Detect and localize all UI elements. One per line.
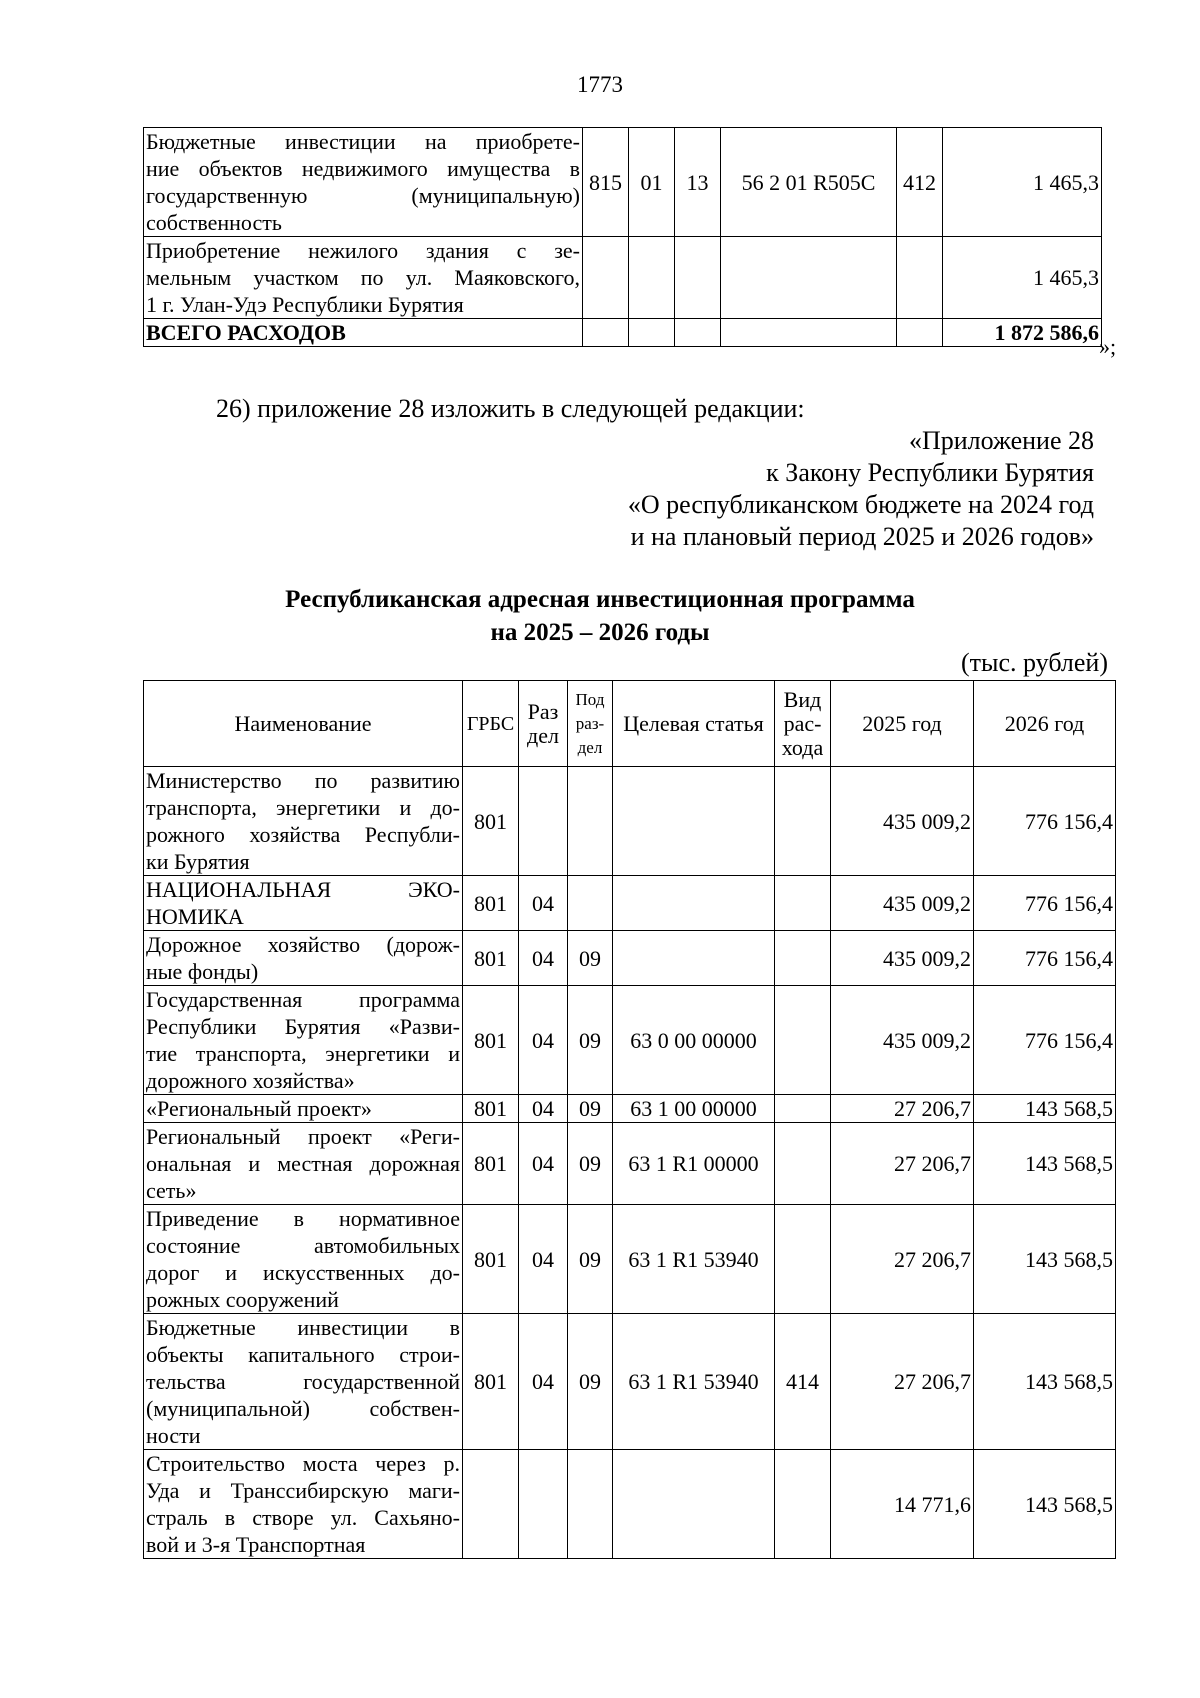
row-kcsr: 63 1 00 00000: [613, 1095, 775, 1123]
table-row: [144, 986, 1116, 1095]
top-budget-table: [143, 127, 1102, 347]
row-2025: 27 206,7: [831, 1095, 974, 1123]
row-razdel: [629, 319, 675, 347]
row-2025: 14 771,6: [831, 1450, 974, 1559]
row-grbs: 801: [463, 876, 519, 931]
row-podrazdel: 09: [568, 1095, 613, 1123]
row-vid: [775, 1123, 831, 1205]
row-grbs: 801: [463, 1095, 519, 1123]
row-vid: [897, 237, 943, 319]
row-kcsr: 56 2 01 R505C: [721, 128, 897, 237]
table-row: [144, 1450, 1116, 1559]
table-row: [144, 128, 1102, 237]
table-row: [144, 767, 1116, 876]
approval-line: «О республиканском бюджете на 2024 год: [627, 490, 1094, 519]
row-grbs: [463, 1450, 519, 1559]
header-row: [144, 681, 1116, 767]
approval-line: и на плановый период 2025 и 2026 годов»: [630, 522, 1094, 551]
table-row: [144, 876, 1116, 931]
row-vid: [775, 1095, 831, 1123]
row-vid: [775, 1205, 831, 1314]
investment-program-table: [143, 680, 1116, 1559]
row-podrazdel: [568, 767, 613, 876]
row-razdel: [629, 237, 675, 319]
row-amount: 1 872 586,6: [943, 319, 1102, 347]
row-name: «Региональный проект»: [144, 1095, 463, 1123]
row-podrazdel: 09: [568, 1123, 613, 1205]
row-name: НАЦИОНАЛЬНАЯ ЭКО- НОМИКА: [144, 876, 463, 931]
row-grbs: 801: [463, 1123, 519, 1205]
row-kcsr: [613, 1450, 775, 1559]
document-title: [0, 583, 1200, 649]
header-razdel: Раз дел: [519, 681, 568, 767]
header-grbs: ГРБС: [463, 681, 519, 767]
row-2025: 435 009,2: [831, 931, 974, 986]
row-kcsr: 63 0 00 00000: [613, 986, 775, 1095]
row-razdel: [519, 767, 568, 876]
row-razdel: 04: [519, 1314, 568, 1450]
row-amount: 1 465,3: [943, 237, 1102, 319]
table-row: [144, 1123, 1116, 1205]
row-podrazdel: 09: [568, 1205, 613, 1314]
row-name: Приведение в нормативное состояние автомобильных дорог и искусственных до- рожных сооружений: [144, 1205, 463, 1314]
row-vid: 412: [897, 128, 943, 237]
row-podrazdel: [675, 319, 721, 347]
row-podrazdel: [675, 237, 721, 319]
row-podrazdel: 09: [568, 1314, 613, 1450]
row-name: ВСЕГО РАСХОДОВ: [144, 319, 583, 347]
row-podrazdel: 09: [568, 931, 613, 986]
row-vid: [775, 767, 831, 876]
row-name: Строительство моста через р. Уда и Транссибирскую маги- страль в створе ул. Сахьяно- вой и 3-я Транспортная: [144, 1450, 463, 1559]
row-grbs: 801: [463, 986, 519, 1095]
row-podrazdel: 09: [568, 986, 613, 1095]
row-kcsr: [721, 237, 897, 319]
row-2026: 776 156,4: [974, 876, 1116, 931]
approval-line: «Приложение 28: [908, 426, 1094, 455]
row-vid: [897, 319, 943, 347]
title-line: Республиканская адресная инвестиционная программа: [285, 586, 915, 613]
row-kcsr: 63 1 R1 53940: [613, 1205, 775, 1314]
page-number: 1773: [577, 72, 623, 97]
row-grbs: [583, 319, 629, 347]
row-grbs: 801: [463, 1205, 519, 1314]
header-kcsr: Целевая статья: [613, 681, 775, 767]
row-2026: 776 156,4: [974, 767, 1116, 876]
table-row: [144, 931, 1116, 986]
row-grbs: [583, 237, 629, 319]
row-kcsr: 63 1 R1 53940: [613, 1314, 775, 1450]
row-2026: 143 568,5: [974, 1314, 1116, 1450]
row-grbs: 815: [583, 128, 629, 237]
row-vid: [775, 1450, 831, 1559]
row-vid: [775, 931, 831, 986]
row-2026: 776 156,4: [974, 986, 1116, 1095]
row-vid: 414: [775, 1314, 831, 1450]
header-name: Наименование: [144, 681, 463, 767]
row-kcsr: [613, 931, 775, 986]
row-2025: 27 206,7: [831, 1123, 974, 1205]
row-kcsr: [613, 876, 775, 931]
row-name: Региональный проект «Реги- ональная и местная дорожная сеть»: [144, 1123, 463, 1205]
row-razdel: 04: [519, 986, 568, 1095]
row-2026: 143 568,5: [974, 1123, 1116, 1205]
row-podrazdel: [568, 1450, 613, 1559]
row-grbs: 801: [463, 1314, 519, 1450]
row-podrazdel: 13: [675, 128, 721, 237]
row-kcsr: [613, 767, 775, 876]
approval-line: к Закону Республики Бурятия: [766, 458, 1094, 487]
row-podrazdel: [568, 876, 613, 931]
row-razdel: 04: [519, 1205, 568, 1314]
row-razdel: [519, 1450, 568, 1559]
row-name: Бюджетные инвестиции в объекты капитального строи- тельства государственной (муниципальной) собствен- ности: [144, 1314, 463, 1450]
row-name: Бюджетные инвестиции на приобрете- ние объектов недвижимого имущества в государственную (муниципальную) собственность: [144, 128, 583, 237]
table-row: [144, 1205, 1116, 1314]
row-2025: 27 206,7: [831, 1205, 974, 1314]
row-2026: 143 568,5: [974, 1450, 1116, 1559]
closing-quote: »;: [1099, 334, 1117, 359]
header-2025: 2025 год: [831, 681, 974, 767]
row-name: Министерство по развитию транспорта, энергетики и до- рожного хозяйства Республи- ки Бурятия: [144, 767, 463, 876]
table-row: [144, 319, 1102, 347]
header-podrazdel: Под раз- дел: [568, 681, 613, 767]
row-2026: 143 568,5: [974, 1205, 1116, 1314]
row-kcsr: 63 1 R1 00000: [613, 1123, 775, 1205]
row-kcsr: [721, 319, 897, 347]
row-grbs: 801: [463, 931, 519, 986]
header-vid: Вид рас- хода: [775, 681, 831, 767]
row-razdel: 04: [519, 876, 568, 931]
row-2026: 143 568,5: [974, 1095, 1116, 1123]
row-razdel: 04: [519, 1095, 568, 1123]
table-row: [144, 1314, 1116, 1450]
row-name: Дорожное хозяйство (дорож- ные фонды): [144, 931, 463, 986]
table-row: [144, 237, 1102, 319]
row-2025: 435 009,2: [831, 876, 974, 931]
row-amount: 1 465,3: [943, 128, 1102, 237]
row-vid: [775, 986, 831, 1095]
unit-label: (тыс. рублей): [960, 648, 1108, 677]
header-2026: 2026 год: [974, 681, 1116, 767]
row-razdel: 04: [519, 931, 568, 986]
title-line: на 2025 – 2026 годы: [490, 619, 710, 646]
row-2025: 435 009,2: [831, 986, 974, 1095]
row-grbs: 801: [463, 767, 519, 876]
row-name: Государственная программа Республики Бурятия «Разви- тие транспорта, энергетики и дорожного хозяйства»: [144, 986, 463, 1095]
row-name: Приобретение нежилого здания с зе- мельным участком по ул. Маяковского, 1 г. Улан-Удэ Республики Бурятия: [144, 237, 583, 319]
row-2025: 27 206,7: [831, 1314, 974, 1450]
row-razdel: 04: [519, 1123, 568, 1205]
row-2026: 776 156,4: [974, 931, 1116, 986]
amendment-instruction: 26) приложение 28 изложить в следующей редакции:: [216, 394, 805, 423]
row-2025: 435 009,2: [831, 767, 974, 876]
appendix-approval-block: [394, 425, 1094, 553]
row-razdel: 01: [629, 128, 675, 237]
row-vid: [775, 876, 831, 931]
table-row: [144, 1095, 1116, 1123]
